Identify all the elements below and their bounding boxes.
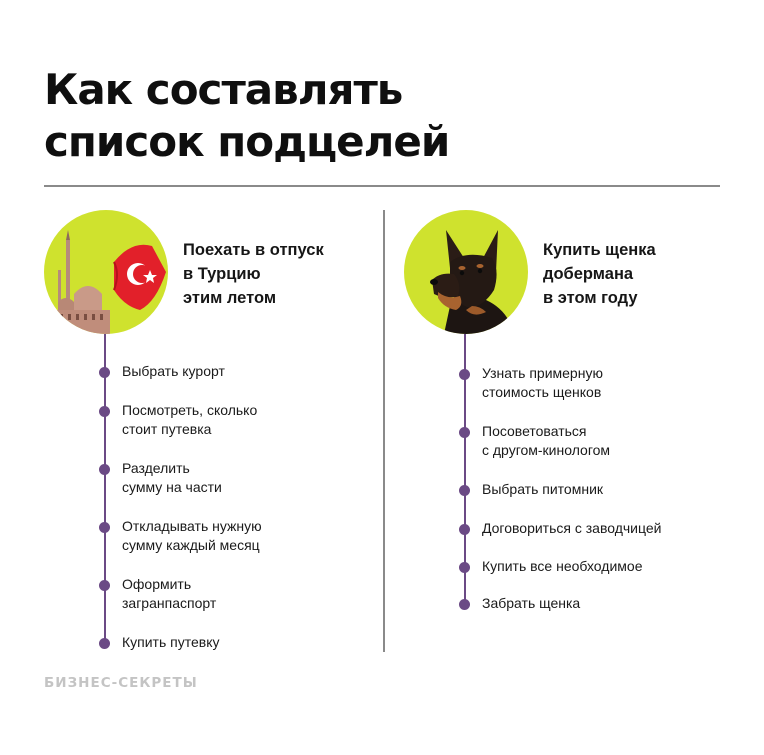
step-line-2: стоимость щенков — [482, 384, 602, 400]
step-line-2: сумму на части — [122, 479, 222, 495]
goal-line-1: Поехать в отпуск — [183, 241, 324, 259]
step-dot — [459, 427, 470, 438]
step-line-1: Договориться с заводчицей — [482, 520, 662, 536]
step-line-1: Выбрать курорт — [122, 363, 225, 379]
step-line-2: загранпаспорт — [122, 595, 217, 611]
step-line-1: Откладывать нужную — [122, 518, 262, 534]
step-dot — [99, 580, 110, 591]
step-dot — [99, 522, 110, 533]
step-dot — [459, 599, 470, 610]
step-line-1: Посмотреть, сколько — [122, 402, 258, 418]
step-line-2: стоит путевка — [122, 421, 212, 437]
vertical-divider — [383, 210, 385, 652]
goal-line-1: Купить щенка — [543, 241, 656, 259]
turkey-flag-mosque-icon — [44, 210, 168, 334]
step-dot — [99, 464, 110, 475]
step-dot — [459, 524, 470, 535]
page-title — [44, 64, 604, 168]
step-dot — [459, 562, 470, 573]
goal-line-3: в этом году — [543, 289, 638, 307]
goal-text — [183, 238, 373, 310]
step-line-1: Оформить — [122, 576, 192, 592]
step-line-2: с другом-кинологом — [482, 442, 611, 458]
timeline-line — [104, 334, 106, 644]
page-title-line-2: список подцелей — [44, 117, 450, 166]
brand-logo: БИЗНЕС-СЕКРЕТЫ — [44, 675, 198, 691]
goal-line-2: в Турцию — [183, 265, 261, 283]
step-dot — [459, 369, 470, 380]
doberman-dog-icon — [404, 210, 528, 334]
goal-line-2: добермана — [543, 265, 634, 283]
step-line-2: сумму каждый месяц — [122, 537, 260, 553]
step-line-1: Забрать щенка — [482, 595, 581, 611]
step-dot — [99, 638, 110, 649]
step-line-1: Купить все необходимое — [482, 558, 643, 574]
page-title-line-1: Как составлять — [44, 65, 403, 114]
step-dot — [459, 485, 470, 496]
step-dot — [99, 367, 110, 378]
step-dot — [99, 406, 110, 417]
goal-text — [543, 238, 733, 310]
step-line-1: Посоветоваться — [482, 423, 587, 439]
goal-line-3: этим летом — [183, 289, 277, 307]
horizontal-divider — [44, 185, 720, 187]
step-line-1: Купить путевку — [122, 634, 220, 650]
step-line-1: Узнать примерную — [482, 365, 603, 381]
step-line-1: Выбрать питомник — [482, 481, 604, 497]
step-line-1: Разделить — [122, 460, 190, 476]
